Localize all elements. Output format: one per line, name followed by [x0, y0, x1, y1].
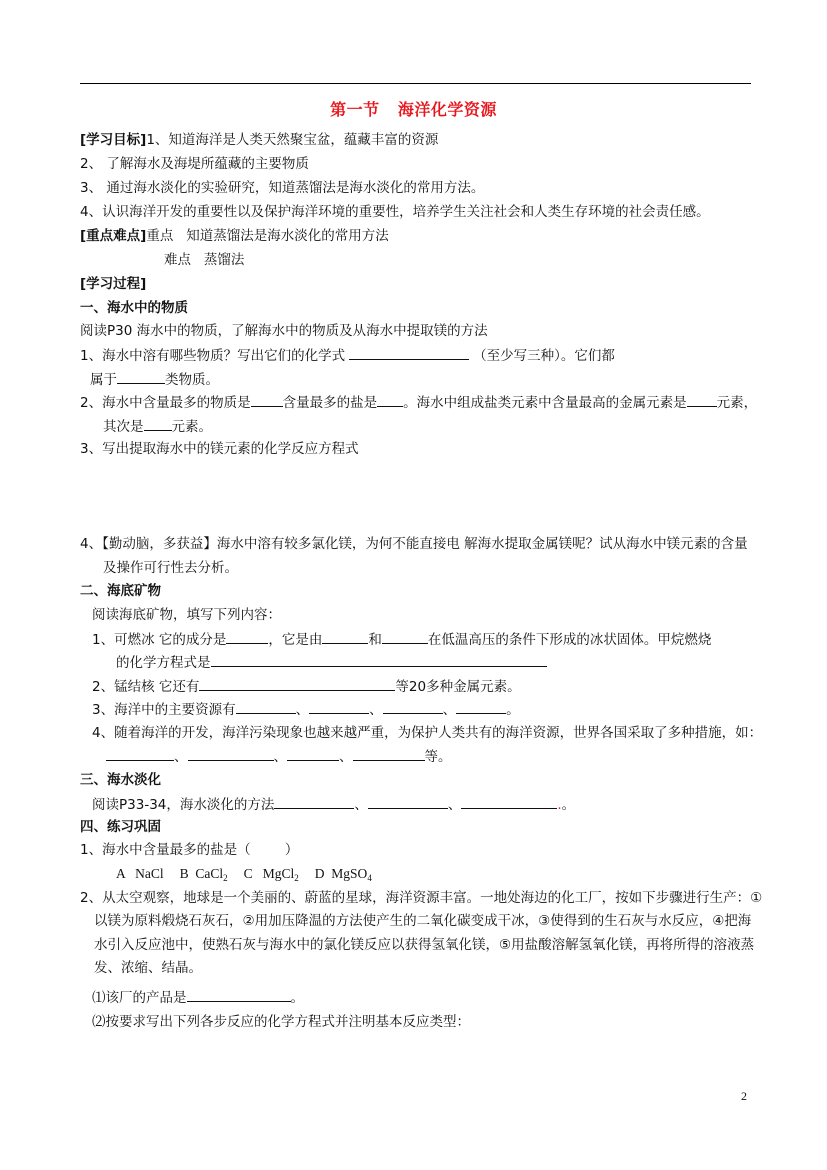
- answer-blank[interactable]: [188, 747, 274, 761]
- answer-blank[interactable]: [287, 747, 339, 761]
- section-2-read: 阅读海底矿物，填写下列内容：: [92, 607, 281, 623]
- option-a[interactable]: A NaCl: [116, 866, 164, 881]
- s4-question-2-cont-3: 发、浓缩、结晶。: [94, 960, 202, 976]
- section-4-heading: 四、练习巩固: [80, 819, 161, 835]
- keypoints-line: [重点难点]重点 知道蒸馏法是海水淡化的常用方法: [80, 228, 389, 244]
- s1-question-3: 3、写出提取海水中的镁元素的化学反应方程式: [80, 441, 359, 457]
- goals-line-1: [学习目标]1、知道海洋是人类天然聚宝盆，蕴藏丰富的资源: [80, 132, 439, 148]
- s4-question-2-part-2: ⑵按要求写出下列各步反应的化学方程式并注明基本反应类型：: [92, 1014, 470, 1030]
- answer-blank[interactable]: [687, 393, 717, 407]
- answer-blank[interactable]: [251, 393, 283, 407]
- s2-question-2: 2、锰结核 它还有 等20多种金属元素。: [92, 679, 521, 695]
- process-label: [学习过程]: [80, 276, 147, 292]
- header-rule: [80, 83, 751, 84]
- s2-question-4: 4、随着海洋的开发，海洋污染现象也越来越严重，为保护人类共有的海洋资源，世界各国采取了多种措施，如：: [92, 725, 763, 741]
- s1-question-1-cont: 属于 类物质。: [90, 372, 219, 388]
- s1-question-4: 4、【勤动脑，多获益】海水中溶有较多氯化镁，为何不能直接电 解海水提取金属镁呢？试从海水中镁元素的含量: [80, 536, 748, 552]
- section-1-heading: 一、海水中的物质: [80, 300, 188, 316]
- s4-question-2-part-1: ⑴该厂的产品是 。: [92, 990, 304, 1006]
- answer-blank[interactable]: [383, 700, 443, 714]
- answer-blank[interactable]: [456, 700, 506, 714]
- goals-line-2: 2、 了解海水及海堤所蕴藏的主要物质: [80, 156, 309, 172]
- s1-question-2: 2、海水中含量最多的物质是 含量最多的盐是 。海水中组成盐类元素中含量最高的金属元素是 元素，: [80, 395, 758, 411]
- s1-question-4-cont: 及操作可行性去分析。: [103, 560, 238, 576]
- s4-question-2: 2、从太空观察，地球是一个美丽的、蔚蓝的星球，海洋资源丰富。一地处海边的化工厂，按如下步骤进行生产：①: [80, 890, 763, 906]
- s2-question-1: 1、可燃冰 它的成分是 ，它是由 和 在低温高压的条件下形成的冰状固体。甲烷燃烧: [92, 632, 712, 648]
- answer-blank[interactable]: [199, 677, 395, 691]
- option-c[interactable]: C MgCl$_2$: [243, 866, 299, 883]
- section-1-read: 阅读P30 海水中的物质，了解海水中的物质及从海水中提取镁的方法: [80, 323, 488, 339]
- section-3-read: 阅读P33-34，海水淡化的方法 、 、 .。: [92, 797, 576, 813]
- goals-label: [学习目标]: [80, 132, 147, 148]
- answer-blank[interactable]: [353, 747, 425, 761]
- answer-blank[interactable]: [382, 630, 428, 644]
- page-title: 第一节 海洋化学资源: [330, 100, 497, 119]
- answer-blank[interactable]: [349, 346, 469, 360]
- s4-question-2-cont-1: 以镁为原料煅烧石灰石，②用加压降温的方法使产生的二氧化碳变成干冰，③使得到的生石灰与水反应，④把海: [94, 913, 752, 929]
- answer-blank[interactable]: [309, 700, 369, 714]
- answer-blank[interactable]: [377, 393, 403, 407]
- option-b[interactable]: B CaCl$_2$: [179, 866, 228, 883]
- section-2-heading: 二、海底矿物: [80, 583, 161, 599]
- answer-blank[interactable]: [236, 700, 296, 714]
- section-3-heading: 三、海水淡化: [80, 772, 161, 788]
- goals-line-4: 4、认识海洋开发的重要性以及保护海洋环境的重要性，培养学生关注社会和人类生存环境的社会责任感。: [80, 204, 710, 220]
- s1-question-2-cont: 其次是 元素。: [103, 419, 212, 435]
- s2-question-3: 3、海洋中的主要资源有 、 、 、 。: [92, 702, 520, 718]
- answer-blank[interactable]: [187, 988, 291, 1002]
- s2-question-1-cont: 的化学方程式是: [116, 653, 547, 672]
- answer-blank[interactable]: [368, 795, 448, 809]
- page-number: 2: [741, 1089, 747, 1103]
- s2-question-4-cont: 、 、 、 等。: [106, 747, 452, 766]
- answer-blank[interactable]: [117, 370, 165, 384]
- goals-line-3: 3、 通过海水淡化的实验研究，知道蒸馏法是海水淡化的常用方法。: [80, 180, 485, 196]
- difficulty-line: 难点 蒸馏法: [164, 252, 245, 268]
- s1-question-1: 1、海水中溶有哪些物质？写出它们的化学式 （至少写三种）。它们都: [80, 348, 615, 364]
- option-d[interactable]: D MgSO$_4$: [314, 866, 372, 883]
- s4-options: [116, 865, 372, 884]
- answer-blank[interactable]: [144, 417, 172, 431]
- s4-question-1: 1、海水中含量最多的盐是（ ）: [80, 842, 299, 858]
- keypoints-label: [重点难点]: [80, 228, 147, 244]
- answer-blank[interactable]: [211, 653, 547, 667]
- answer-blank[interactable]: [226, 630, 268, 644]
- answer-blank[interactable]: [322, 630, 368, 644]
- answer-blank[interactable]: [461, 795, 557, 809]
- answer-blank[interactable]: [274, 795, 354, 809]
- answer-blank[interactable]: [106, 747, 174, 761]
- s4-question-2-cont-2: 水引入反应池中，使熟石灰与海水中的氯化镁反应以获得氢氧化镁，⑤用盐酸溶解氢氧化镁，再将所得的溶液蒸: [94, 937, 755, 953]
